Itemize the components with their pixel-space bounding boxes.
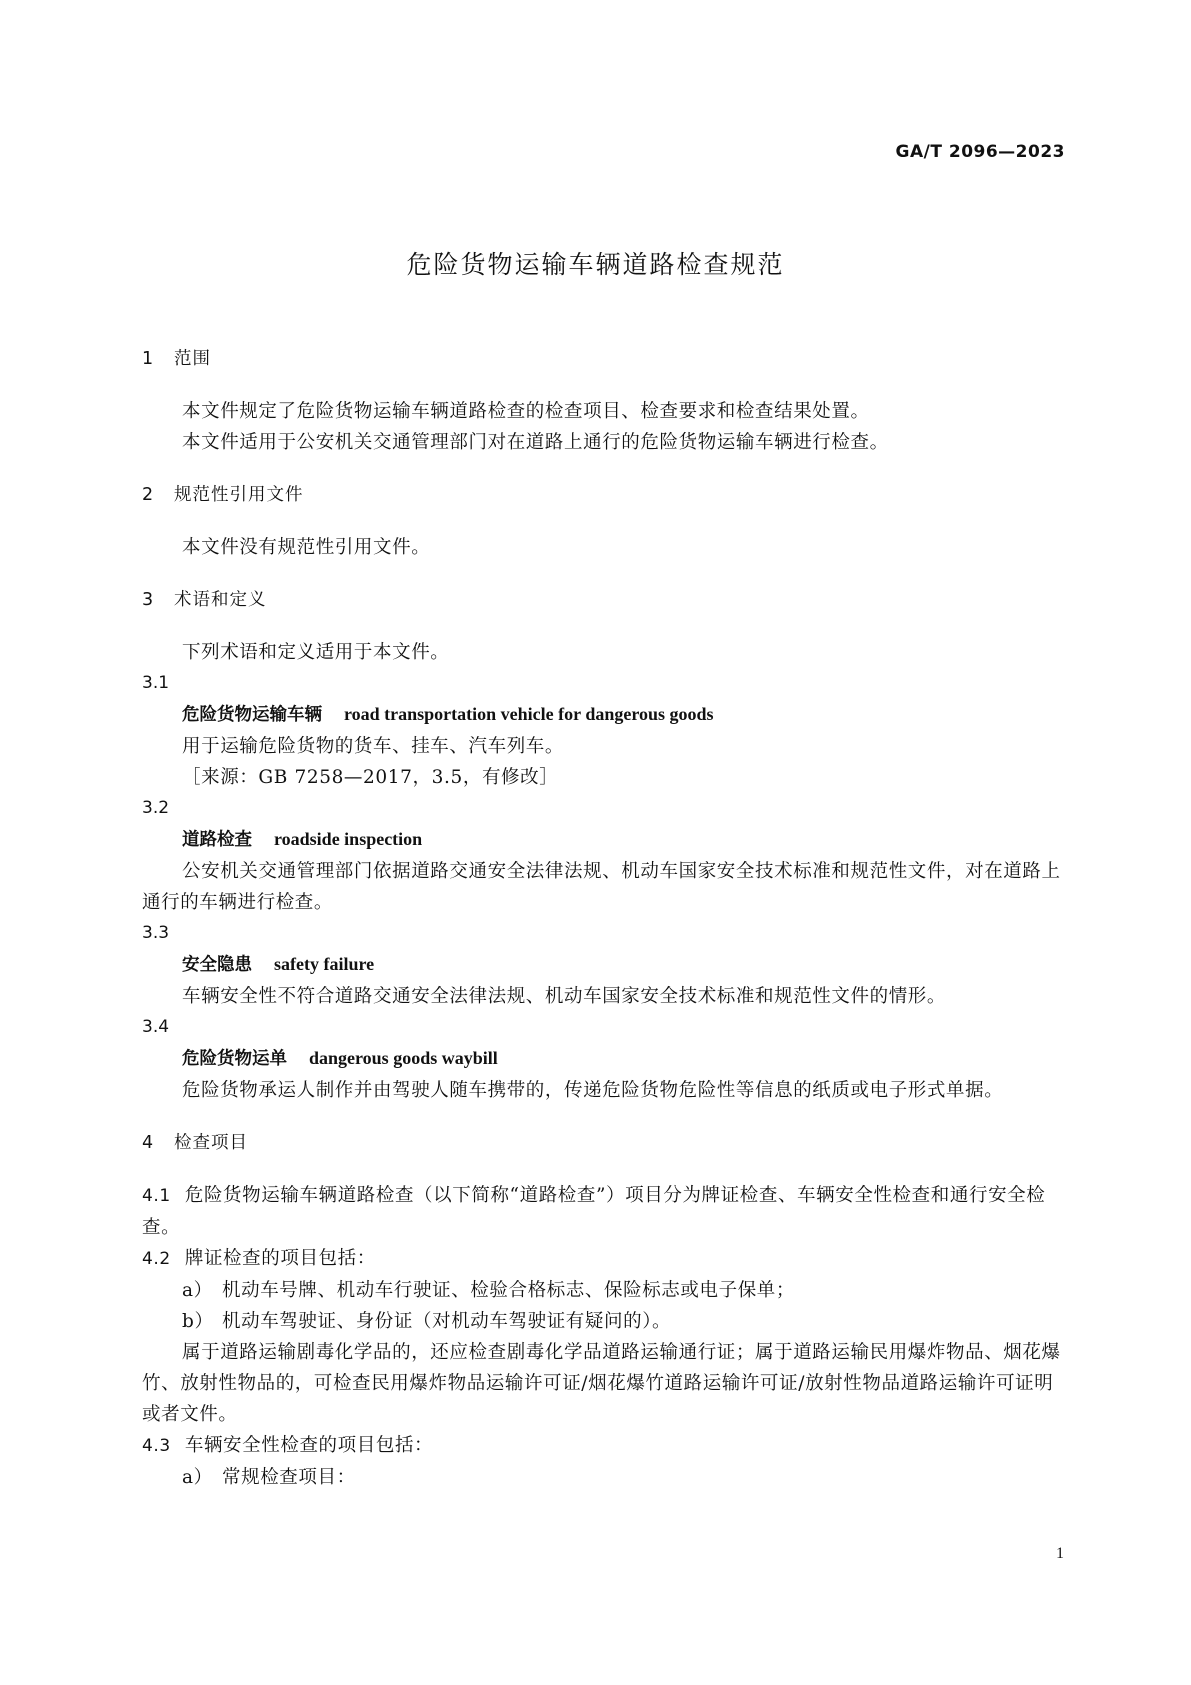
term-definition: 危险货物承运人制作并由驾驶人随车携带的，传递危险货物危险性等信息的纸质或电子形式单据。 <box>182 1080 1004 1101</box>
clause-4-3 <box>142 1430 1062 1462</box>
term-zh: 安全隐患 <box>182 955 252 975</box>
clause-number: 4.3 <box>142 1436 171 1456</box>
list-item <box>142 1275 1062 1306</box>
document-body <box>142 344 1062 1493</box>
term-en: roadside inspection <box>274 829 423 849</box>
term-definition: 车辆安全性不符合道路交通安全法律法规、机动车国家安全技术标准和规范性文件的情形。 <box>182 986 947 1007</box>
term-number: 3.4 <box>142 1017 170 1037</box>
paragraph: 本文件适用于公安机关交通管理部门对在道路上通行的危险货物运输车辆进行检查。 <box>182 432 889 453</box>
clause-number: 4.2 <box>142 1249 171 1269</box>
term-heading <box>142 699 1062 731</box>
term-heading <box>142 949 1062 981</box>
section-title: 检查项目 <box>174 1133 248 1153</box>
document-title: 危险货物运输车辆道路检查规范 <box>406 250 785 279</box>
section-title: 术语和定义 <box>174 590 267 610</box>
clause-number: 4.1 <box>142 1186 171 1206</box>
term-number: 3.2 <box>142 798 170 818</box>
list-item-text: 机动车驾驶证、身份证（对机动车驾驶证有疑问的）。 <box>222 1311 672 1332</box>
clause-text: 危险货物运输车辆道路检查（以下简称“道路检查”）项目分为牌证检查、车辆安全性检查和通行安全检查。 <box>142 1185 1046 1238</box>
section-number: 1 <box>142 349 155 369</box>
section-1-heading <box>142 344 1062 374</box>
section-4-heading <box>142 1128 1062 1158</box>
list-marker: a） <box>182 1280 213 1301</box>
clause-text: 牌证检查的项目包括： <box>184 1248 376 1269</box>
paragraph: 属于道路运输剧毒化学品的，还应检查剧毒化学品道路运输通行证；属于道路运输民用爆炸物品、烟花爆竹、放射性物品的，可检查民用爆炸物品运输许可证/烟花爆竹道路运输许可证/放射性物品道路运输许可证明或者文件。 <box>142 1342 1061 1425</box>
section-3-heading <box>142 585 1062 615</box>
section-title: 范围 <box>174 349 211 369</box>
page-number: 1 <box>1056 1545 1064 1562</box>
term-zh: 道路检查 <box>182 830 252 850</box>
section-number: 2 <box>142 485 155 505</box>
list-item <box>142 1306 1062 1337</box>
list-marker: b） <box>182 1311 214 1332</box>
term-number: 3.1 <box>142 673 170 693</box>
term-definition: 用于运输危险货物的货车、挂车、汽车列车。 <box>182 736 565 757</box>
term-en: safety failure <box>274 954 375 974</box>
section-number: 3 <box>142 590 155 610</box>
section-number: 4 <box>142 1133 155 1153</box>
clause-4-1 <box>142 1180 1062 1243</box>
paragraph: 下列术语和定义适用于本文件。 <box>182 642 450 663</box>
standard-code: GA/T 2096—2023 <box>895 142 1065 162</box>
term-en: road transportation vehicle for dangerous goods <box>344 704 714 724</box>
list-item-text: 机动车号牌、机动车行驶证、检验合格标志、保险标志或电子保单； <box>222 1280 796 1301</box>
clause-4-2 <box>142 1243 1062 1275</box>
term-heading <box>142 1043 1062 1075</box>
term-en: dangerous goods waybill <box>309 1048 498 1068</box>
term-zh: 危险货物运单 <box>182 1049 287 1069</box>
list-marker: a） <box>182 1467 213 1488</box>
paragraph: 本文件规定了危险货物运输车辆道路检查的检查项目、检查要求和检查结果处置。 <box>182 401 870 422</box>
list-item <box>142 1462 1062 1493</box>
term-heading <box>142 824 1062 856</box>
clause-text: 车辆安全性检查的项目包括： <box>184 1435 434 1456</box>
term-number: 3.3 <box>142 923 170 943</box>
section-2-heading <box>142 480 1062 510</box>
term-zh: 危险货物运输车辆 <box>182 705 322 725</box>
term-source: ［来源：GB 7258—2017，3.5，有修改］ <box>182 767 559 788</box>
section-title: 规范性引用文件 <box>174 485 304 505</box>
term-definition: 公安机关交通管理部门依据道路交通安全法律法规、机动车国家安全技术标准和规范性文件，对在道路上通行的车辆进行检查。 <box>142 861 1061 913</box>
paragraph: 本文件没有规范性引用文件。 <box>182 537 431 558</box>
list-item-text: 常规检查项目： <box>222 1467 356 1488</box>
